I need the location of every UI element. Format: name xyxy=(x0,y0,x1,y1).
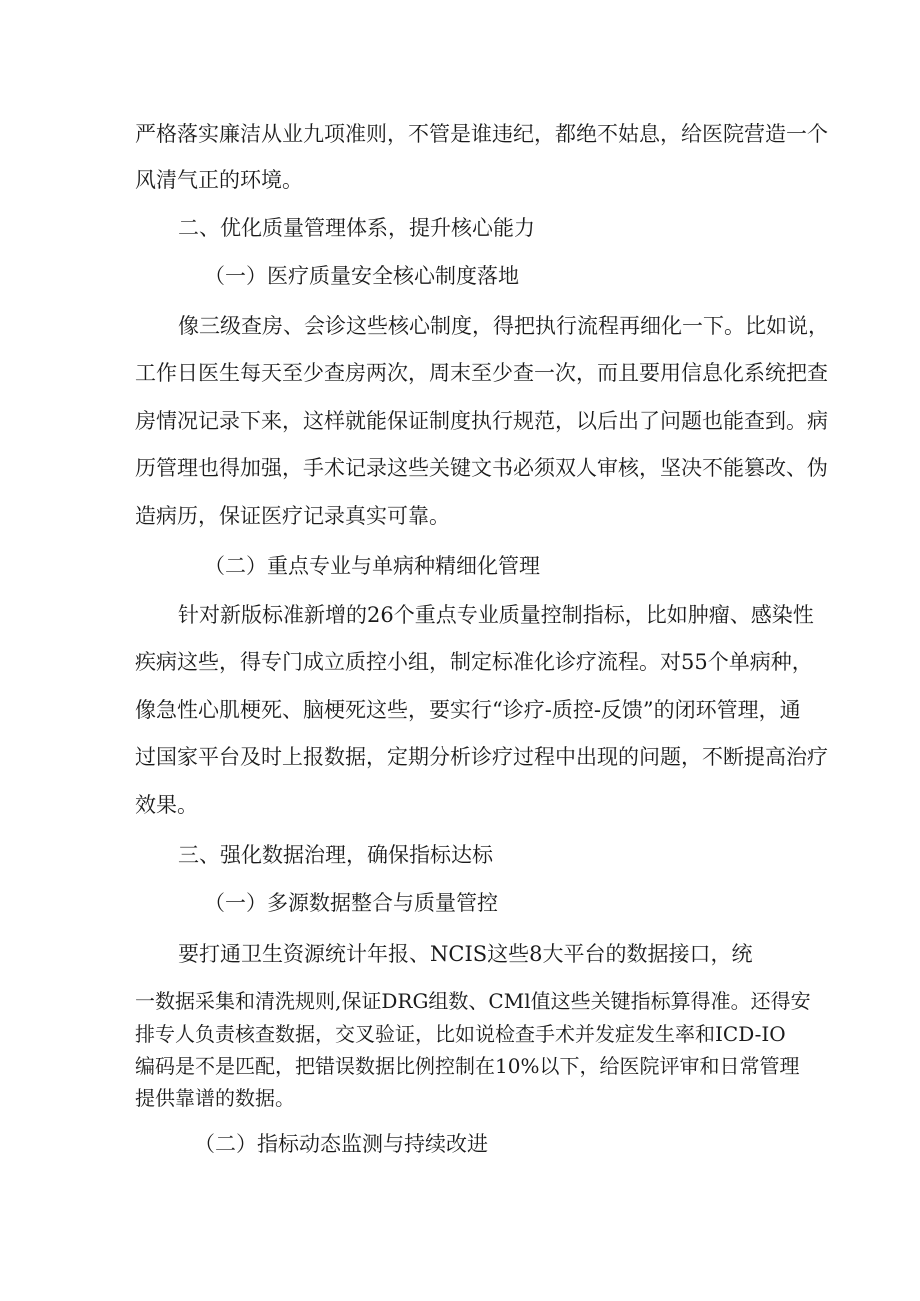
body-text-line: 针对新版标准新增的26个重点专业质量控制指标，比如肿瘤、感染性 xyxy=(178,603,814,627)
body-text-line: 要打通卫生资源统计年报、NCIS这些8大平台的数据接口，统 xyxy=(178,942,753,966)
subsection-heading: （二）重点专业与单病种精细化管理 xyxy=(204,554,540,578)
section-heading: 二、优化质量管理体系，提升核心能力 xyxy=(178,216,535,240)
body-text-line: 过国家平台及时上报数据，定期分析诊疗过程中出现的问题，不断提高治疗 xyxy=(135,745,828,769)
body-text-line: 效果。 xyxy=(135,793,198,817)
body-text-line: 严格落实廉洁从业九项准则，不管是谁违纪，都绝不姑息，给医院营造一个 xyxy=(135,122,828,146)
body-text-line: 疾病这些，得专门成立质控小组，制定标准化诊疗流程。对55个单病种， xyxy=(135,650,813,674)
body-text-line: 工作日医生每天至少查房两次，周末至少查一次，而且要用信息化系统把查 xyxy=(135,361,828,385)
subsection-heading: （一）多源数据整合与质量管控 xyxy=(204,891,498,915)
body-text-line: 造病历，保证医疗记录真实可靠。 xyxy=(135,504,450,528)
body-text-line: 房情况记录下来，这样就能保证制度执行规范，以后出了问题也能查到。病 xyxy=(135,409,828,433)
body-text-line: 像急性心肌梗死、脑梗死这些，要实行“诊疗-质控-反馈”的闭环管理，通 xyxy=(135,698,801,722)
body-text-line: 历管理也得加强，手术记录这些关键文书必须双人审核，坚决不能篡改、伪 xyxy=(135,456,828,480)
section-heading: 三、强化数据治理，确保指标达标 xyxy=(178,843,493,867)
body-text-line: 提供靠谱的数据。 xyxy=(135,1086,295,1110)
body-text-line: 编码是不是匹配，把错误数据比例控制在10%以下，给医院评审和日常管理 xyxy=(135,1054,800,1078)
subsection-heading: （一）医疗质量安全核心制度落地 xyxy=(204,264,519,288)
body-text-line: 像三级查房、会诊这些核心制度，得把执行流程再细化一下。比如说， xyxy=(178,314,829,338)
body-text-line: 排专人负责核查数据，交叉验证，比如说检查手术并发症发生率和ICD-IO xyxy=(135,1022,786,1046)
subsection-heading: （二）指标动态监测与持续改进 xyxy=(194,1132,488,1156)
body-text-line: 一数据采集和清洗规则,保证DRG组数、CMl值这些关键指标算得准。还得安 xyxy=(135,989,811,1013)
body-text-line: 风清气正的环境。 xyxy=(135,168,303,192)
